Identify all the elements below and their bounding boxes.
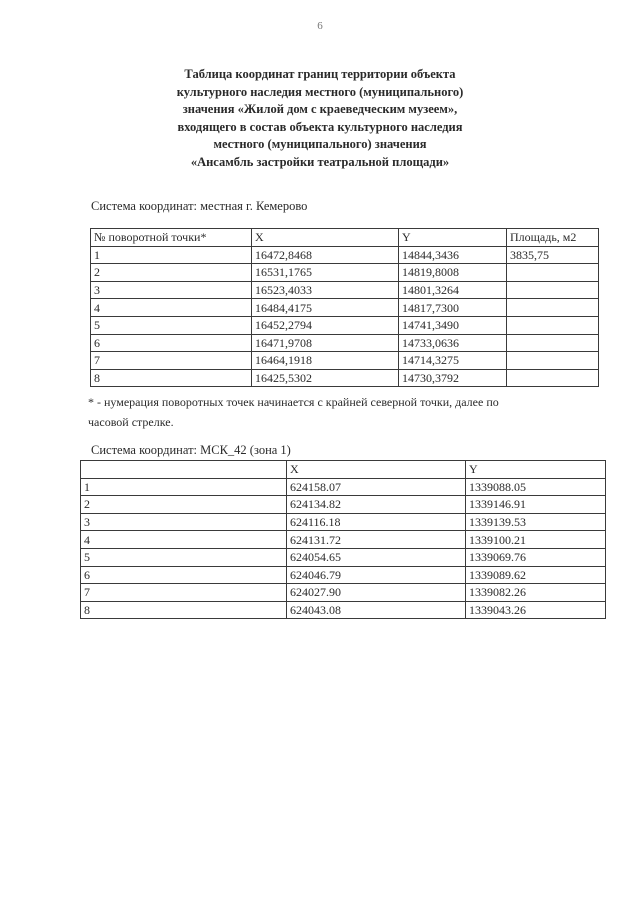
title-line: «Ансамбль застройки театральной площади» [190,154,450,169]
table-cell: 624116.18 [287,513,466,531]
coordinates-table-msk42 [80,460,606,619]
table-cell: 7 [81,584,287,602]
table-cell: 1339069.76 [466,548,606,566]
table-cell [507,334,599,352]
table-cell: 16484,4175 [252,299,399,317]
table-row [81,548,606,566]
table-cell [507,281,599,299]
table-row [81,601,606,619]
table-cell: 624158.07 [287,478,466,496]
footnote-line: * - нумерация поворотных точек начинается с крайней северной точки, далее по [88,395,499,409]
table-cell: 3835,75 [507,246,599,264]
table-row [81,531,606,549]
table-cell: 16531,1765 [252,264,399,282]
table-row [91,246,599,264]
coordinate-system-label-local: Система координат: местная г. Кемерово [91,199,308,213]
table-cell: 624046.79 [287,566,466,584]
table-header-row [91,229,599,247]
table-cell: 16425,5302 [252,369,399,387]
table-row [81,584,606,602]
header-cell: Площадь, м2 [507,229,599,247]
table-cell: 624054.65 [287,548,466,566]
table-cell: 6 [81,566,287,584]
table-cell [507,316,599,334]
table-cell: 14730,3792 [399,369,507,387]
header-cell: № поворотной точки* [91,229,252,247]
table-cell: 1339100.21 [466,531,606,549]
table-cell: 4 [91,299,252,317]
table-cell: 14801,3264 [399,281,507,299]
table-header-row [81,461,606,479]
table-cell: 1 [91,246,252,264]
header-cell: X [252,229,399,247]
title-line: местного (муниципального) значения [213,137,427,151]
table-row [81,496,606,514]
table-cell: 624131.72 [287,531,466,549]
table-row [91,299,599,317]
table-cell [507,369,599,387]
table-row [81,566,606,584]
table-cell: 6 [91,334,252,352]
table-cell: 624134.82 [287,496,466,514]
header-cell [81,461,287,479]
table-row [81,513,606,531]
table-row [91,281,599,299]
table-cell: 14714,3275 [399,352,507,370]
table-row [91,334,599,352]
footnote [88,392,608,432]
title-line: значения «Жилой дом с краеведческим музеем», [182,102,458,116]
table-cell: 16472,8468 [252,246,399,264]
title-line: Таблица координат границ территории объекта [184,67,456,81]
table-row [91,316,599,334]
table-cell: 5 [91,316,252,334]
table-cell: 16471,9708 [252,334,399,352]
table-cell: 16523,4033 [252,281,399,299]
table-cell: 624027.90 [287,584,466,602]
coordinates-table-local [90,228,599,387]
table-cell: 7 [91,352,252,370]
header-cell: Y [466,461,606,479]
table-cell: 16452,2794 [252,316,399,334]
page-number: 6 [317,20,323,32]
table-cell: 1339146.91 [466,496,606,514]
title-line: входящего в состав объекта культурного наследия [177,119,463,134]
title-line: культурного наследия местного (муниципального) [176,84,464,99]
table-cell: 3 [81,513,287,531]
table-cell: 1339089.62 [466,566,606,584]
table-cell: 14741,3490 [399,316,507,334]
table-cell: 14819,8008 [399,264,507,282]
table-cell [507,299,599,317]
table-cell: 1339043.26 [466,601,606,619]
table-cell: 1339088.05 [466,478,606,496]
table-cell: 16464,1918 [252,352,399,370]
table-cell: 14733,0636 [399,334,507,352]
table-cell: 4 [81,531,287,549]
table-cell: 14844,3436 [399,246,507,264]
table-cell: 624043.08 [287,601,466,619]
table-cell [507,264,599,282]
table-cell: 8 [91,369,252,387]
document-title [80,66,560,171]
header-cell: Y [399,229,507,247]
header-cell: X [287,461,466,479]
table-row [91,264,599,282]
table-cell: 1339082.26 [466,584,606,602]
table-cell: 2 [91,264,252,282]
table-cell: 8 [81,601,287,619]
table-cell: 1 [81,478,287,496]
table-row [81,478,606,496]
table-cell: 5 [81,548,287,566]
table-row [91,369,599,387]
table-cell: 14817,7300 [399,299,507,317]
table-cell: 2 [81,496,287,514]
table-row [91,352,599,370]
coordinate-system-label-msk42: Система координат: МСК_42 (зона 1) [91,443,291,457]
table-cell: 3 [91,281,252,299]
footnote-line: часовой стрелке. [88,415,174,429]
table-cell [507,352,599,370]
table-cell: 1339139.53 [466,513,606,531]
